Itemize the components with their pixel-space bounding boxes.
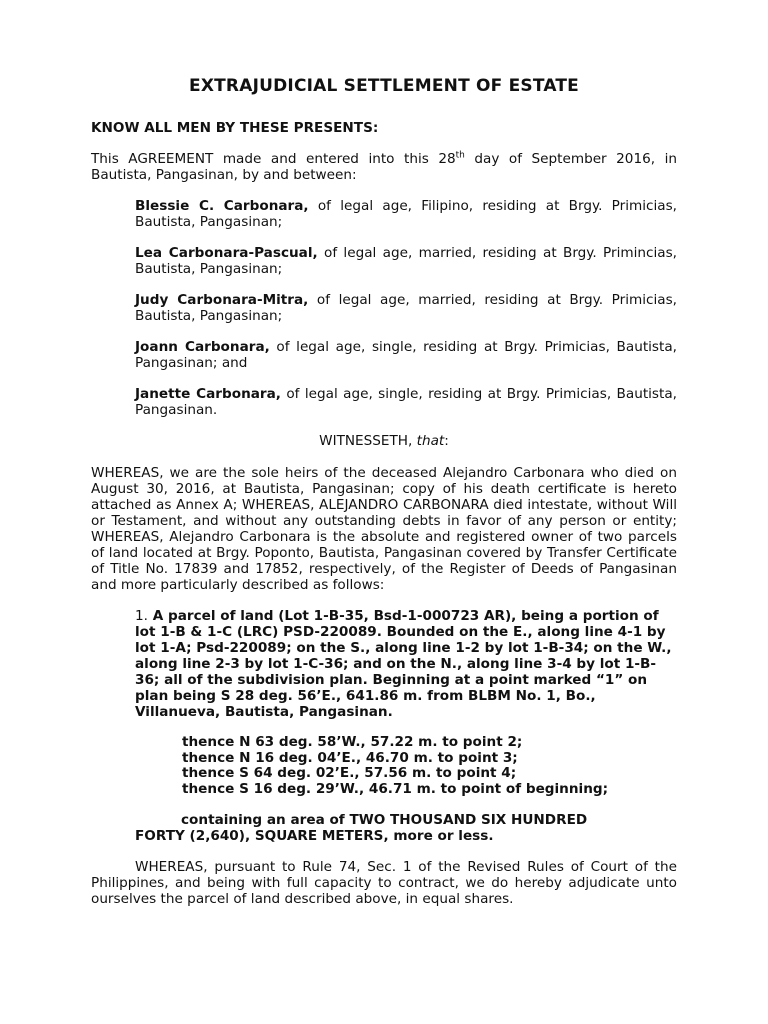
whereas-paragraph-1: WHEREAS, we are the sole heirs of the deceased Alejandro Carbonara who died on August 30, 2016, at Bautista, Pangasinan; copy of his death certificate is hereto attached as Annex A; WHEREAS, ALEJANDRO CARBONARA died intestate, without Will or Testament, and without any outstanding debts in favor of any person or entity; WHEREAS, Alejandro Carbonara is the absolute and registered owner of two parcels of land located at Brgy. Poponto, Bautista, Pangasinan covered by Transfer Certificate of Title No. 17839 and 17852, respectively, of the Register of Deeds of Pangasinan and more particularly described as follows:: [91, 465, 677, 593]
area-statement: containing an area of TWO THOUSAND SIX HUNDRED FORTY (2,640), SQUARE METERS, more or less.: [135, 812, 588, 844]
witnesseth-heading: WITNESSETH, that:: [319, 433, 449, 449]
party-2: Lea Carbonara-Pascual, of legal age, married, residing at Brgy. Primincias, Bautista, Pangasinan;: [135, 245, 677, 277]
party-name: Janette Carbonara,: [135, 386, 281, 402]
party-name: Joann Carbonara,: [135, 339, 270, 355]
boundary-line: thence N 16 deg. 04’E., 46.70 m. to point 3;: [182, 749, 518, 766]
party-name: Lea Carbonara-Pascual,: [135, 245, 318, 261]
ordinal-suffix: th: [455, 150, 465, 161]
document-title: EXTRAJUDICIAL SETTLEMENT OF ESTATE: [189, 76, 579, 96]
lot-description: 1. A parcel of land (Lot 1-B-35, Bsd-1-000723 AR), being a portion of lot 1-B & 1-C (LRC) PSD-220089. Bounded on the E., along line 4-1 by lot 1-A; Psd-220089; on the S., along line 1-2 by lot 1-B-34; on the W., along line 2-3 by lot 1-C-36; and on the N., along line 3-4 by lot 1-B-36; all of the subdivision plan. Beginning at a point marked “1” on plan being S 28 deg. 56’E., 641.86 m. from BLBM No. 1, Bo., Villanueva, Bautista, Pangasinan.: [135, 608, 672, 720]
party-name: Judy Carbonara-Mitra,: [135, 292, 309, 308]
party-4: Joann Carbonara, of legal age, single, residing at Brgy. Primicias, Bautista, Pangasinan; and: [135, 339, 677, 371]
boundary-line: thence S 64 deg. 02’E., 57.56 m. to point 4;: [182, 765, 517, 781]
boundary-list: [182, 735, 677, 797]
intro-paragraph: This AGREEMENT made and entered into this 28th day of September 2016, in Bautista, Pangasinan, by and between:: [91, 150, 677, 183]
opening-heading: KNOW ALL MEN BY THESE PRESENTS:: [91, 120, 379, 136]
lot-number: 1.: [135, 608, 148, 624]
party-5: Janette Carbonara, of legal age, single, residing at Brgy. Primicias, Bautista, Pangasinan.: [135, 386, 677, 418]
boundary-line: thence N 63 deg. 58’W., 57.22 m. to point 2;: [182, 734, 523, 750]
party-name: Blessie C. Carbonara,: [135, 198, 309, 214]
boundary-line: thence S 16 deg. 29’W., 46.71 m. to point of beginning;: [182, 780, 609, 797]
party-1: Blessie C. Carbonara, of legal age, Filipino, residing at Brgy. Primicias, Bautista, Pangasinan;: [135, 198, 677, 230]
party-3: Judy Carbonara-Mitra, of legal age, married, residing at Brgy. Primicias, Bautista, Pangasinan;: [135, 292, 677, 324]
whereas-paragraph-2: WHEREAS, pursuant to Rule 74, Sec. 1 of the Revised Rules of Court of the Philippines, and being with full capacity to contract, we do hereby adjudicate unto ourselves the parcel of land described above, in equal shares.: [91, 859, 677, 907]
